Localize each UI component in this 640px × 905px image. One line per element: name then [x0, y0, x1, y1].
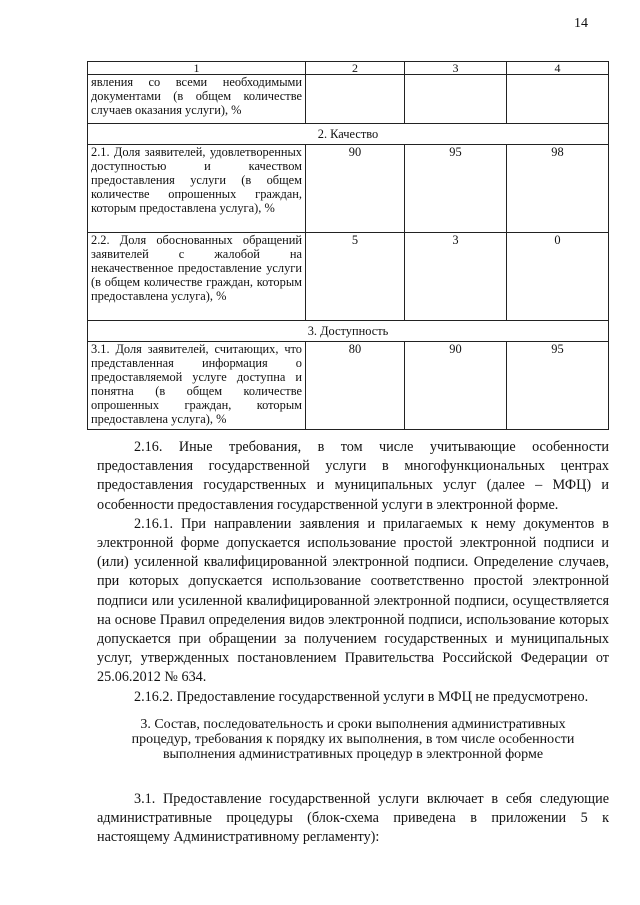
section-label: 2. Качество [88, 124, 609, 145]
value-cell: 3 [405, 233, 507, 321]
value-cell: 5 [306, 233, 405, 321]
value-cell [405, 75, 507, 124]
indicator-description: 3.1. Доля заявителей, считающих, что представленная информация о предоставляемой услуге доступна и понятна (в общем количестве опрошенных граждан, которым предоставлена услуга), % [88, 342, 306, 430]
indicator-description: 2.2. Доля обоснованных обращений заявителей с жалобой на некачественное предоставление услуги (в общем количестве граждан, которым предоставлена услуга), % [88, 233, 306, 321]
table-row [88, 145, 609, 233]
paragraph-2-16-2: 2.16.2. Предоставление государственной услуги в МФЦ не предусмотрено. [134, 688, 589, 705]
value-cell: 95 [507, 342, 609, 430]
value-cell: 80 [306, 342, 405, 430]
value-cell: 0 [507, 233, 609, 321]
section-row-quality [88, 124, 609, 145]
header-cell: 4 [507, 62, 609, 75]
value-cell: 98 [507, 145, 609, 233]
section-3-heading: 3. Состав, последовательность и сроки выполнения административных процедур, требования к порядку их выполнения, в том числе особенности выполнения административных процедур в электронной форме [131, 717, 575, 762]
section-row-accessibility [88, 321, 609, 342]
value-cell: 90 [306, 145, 405, 233]
indicator-description: 2.1. Доля заявителей, удовлетворенных доступностью и качеством предоставления услуги (в общем количестве опрошенных граждан, которым предоставлена услуга), % [88, 145, 306, 233]
table-row [88, 75, 609, 124]
paragraph-2-16: 2.16. Иные требования, в том числе учитывающие особенности предоставления государственной услуги в многофункциональных центрах предоставления государственных и муниципальных услуг (далее – МФЦ) и особенности предоставления государственной услуги в электронной форме. [97, 439, 609, 513]
header-cell: 3 [405, 62, 507, 75]
final-paragraph-block [97, 790, 609, 848]
table-row [88, 342, 609, 430]
body-paragraphs [97, 438, 609, 707]
value-cell: 95 [405, 145, 507, 233]
header-cell: 2 [306, 62, 405, 75]
value-cell [507, 75, 609, 124]
value-cell: 90 [405, 342, 507, 430]
paragraph-2-16-1: 2.16.1. При направлении заявления и прилагаемых к нему документов в электронной форме допускается использование простой электронной подписи и (или) усиленной квалифицированной электронной подписи. Определение случаев, при которых допускается использование соответственно простой электронной подписи или усиленной квалифицированной электронной подписи, осуществляется на основе Правил определения видов электронной подписи, использование которых допускается при обращении за получением государственных и муниципальных услуг, утвержденных постановлением Правительства Российской Федерации от 25.06.2012 № 634. [97, 515, 609, 686]
indicator-description: явления со всеми необходимыми документами (в общем количестве случаев оказания услуги), % [88, 75, 306, 124]
paragraph-3-1: 3.1. Предоставление государственной услуги включает в себя следующие административные процедуры (блок-схема приведена в приложении 5 к настоящему Административному регламенту): [97, 791, 609, 846]
page-number: 14 [574, 16, 588, 31]
table-row [88, 233, 609, 321]
table-header-row [88, 62, 609, 75]
section-label: 3. Доступность [88, 321, 609, 342]
header-cell: 1 [88, 62, 306, 75]
quality-indicators-table [87, 61, 609, 430]
value-cell [306, 75, 405, 124]
